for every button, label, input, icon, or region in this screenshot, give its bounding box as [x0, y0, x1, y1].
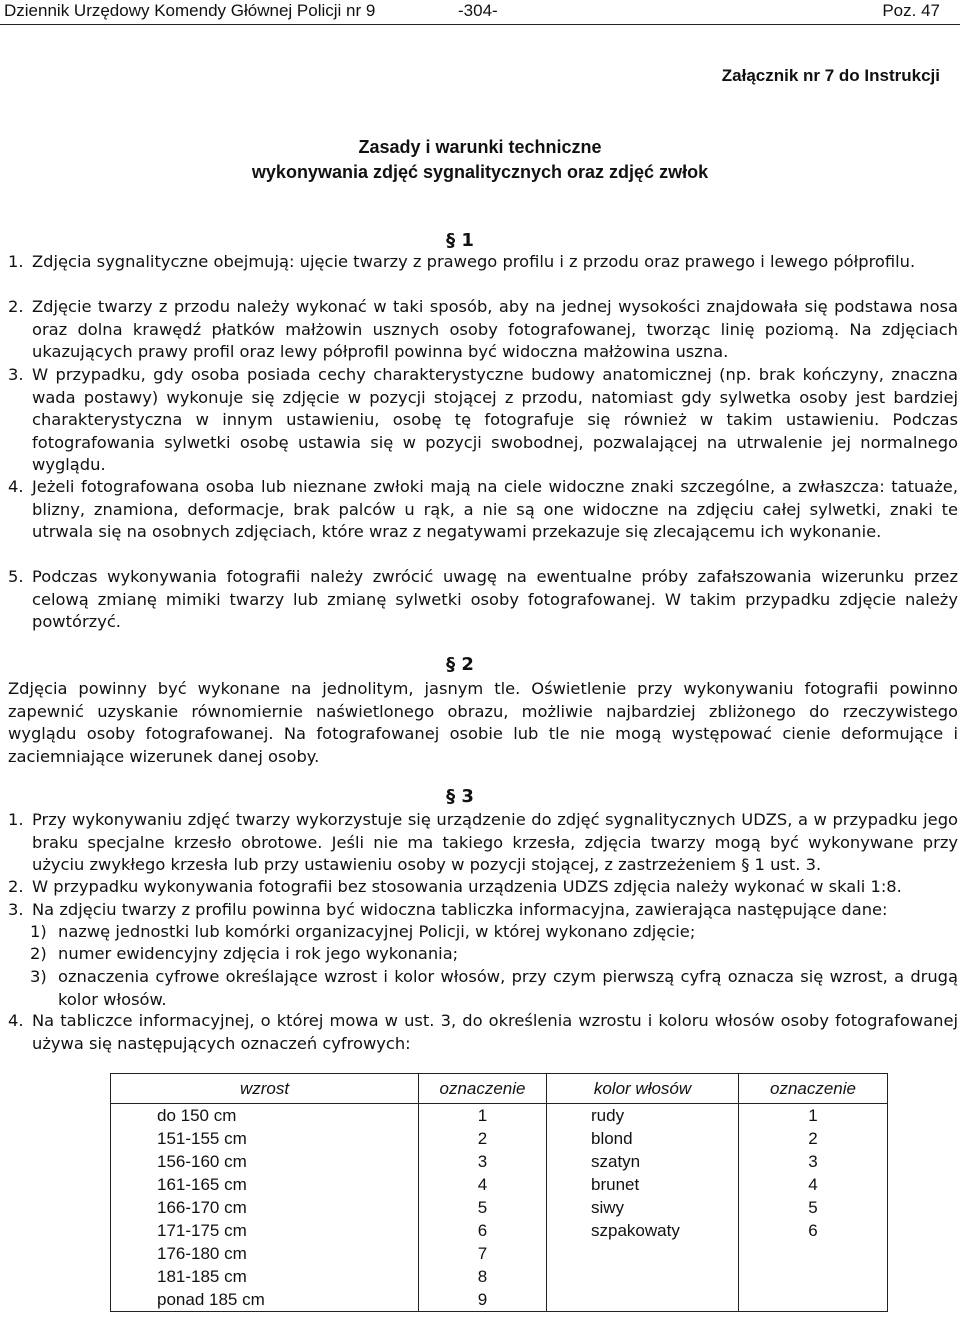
cell-hair-code: 6	[739, 1219, 888, 1242]
cell-height-code: 3	[419, 1150, 547, 1173]
item-text: Zdjęcia sygnalityczne obejmują: ujęcie twarzy z prawego profilu i z przodu oraz prawego i lewego półprofilu.	[32, 252, 916, 271]
page-header	[0, 0, 960, 25]
cell-hair-color: siwy	[547, 1196, 739, 1219]
cell-height-code: 1	[419, 1104, 547, 1128]
journal-title: Dziennik Urzędowy Komendy Głównej Policji nr 9	[4, 1, 376, 20]
item-number: 5.	[8, 567, 24, 586]
item-number: 1.	[8, 810, 24, 829]
cell-height: ponad 185 cm	[111, 1288, 419, 1312]
cell-hair-color: szatyn	[547, 1150, 739, 1173]
table-row	[111, 1150, 888, 1173]
item-text: Zdjęcie twarzy z przodu należy wykonać w taki sposób, aby na jednej wysokości znajdowała się podstawa nosa oraz dolna krawędź płatków małżowin usznych osoby fotografowanej, tworząc linię poziomą. Na zdjęciach ukazujących prawy profil oraz lewy półprofil powinna być widoczna małżowina uszna.	[32, 297, 958, 361]
height-hair-code-table	[110, 1073, 888, 1312]
s1-item-5	[8, 566, 958, 634]
cell-height: 181-185 cm	[111, 1265, 419, 1288]
cell-hair-code	[739, 1265, 888, 1288]
item-text: Jeżeli fotografowana osoba lub nieznane zwłoki mają na ciele widoczne znaki szczególne, a zwłaszcza: tatuaże, blizny, znamiona, deformacje, brak palców u rąk, a nie są one widoczne na zdjęciu całej sylwetki, znaki te utrwala się na osobnych zdjęciach, które wraz z negatywami przekazuje się zlecającemu ich wykonanie.	[32, 477, 958, 541]
cell-height-code: 6	[419, 1219, 547, 1242]
item-number: 2.	[8, 297, 24, 316]
page-number: -304-	[458, 1, 498, 20]
cell-hair-code: 4	[739, 1173, 888, 1196]
header-code: oznaczenie	[739, 1074, 888, 1104]
header-hair-color: kolor włosów	[547, 1074, 739, 1104]
table-row	[111, 1288, 888, 1312]
table-row	[111, 1242, 888, 1265]
s1-item-4	[8, 476, 958, 544]
table-row	[111, 1219, 888, 1242]
item-text: W przypadku, gdy osoba posiada cechy charakterystyczne budowy anatomicznej (np. brak kończyny, znaczna wada postawy) wykonuje się zdjęcie w pozycji stojącej z przodu, natomiast gdy sylwetka osoby jest bardziej charakterystyczna w innym ustawieniu, osobę tę fotografuje się również w takim ustawieniu. Podczas fotografowania sylwetki osobę ustawia się w pozycji swobodnej, pozwalającej na utrwalenie jej normalnego wyglądu.	[32, 365, 958, 474]
s3-item-3	[8, 899, 958, 922]
item-number: 1.	[8, 252, 24, 271]
item-text: Podczas wykonywania fotografii należy zwrócić uwagę na ewentualne próby zafałszowania wizerunku przez celową zmianę mimiki twarzy lub zmianę sylwetki osoby fotografowanej. W takim przypadku zdjęcie należy powtórzyć.	[32, 567, 958, 631]
item-number: 3.	[8, 900, 24, 919]
item-number: 3.	[8, 365, 24, 384]
subitem-text: nazwę jednostki lub komórki organizacyjnej Policji, w której wykonano zdjęcie;	[58, 922, 696, 941]
header-code: oznaczenie	[419, 1074, 547, 1104]
item-number: 4.	[8, 1011, 24, 1030]
table-row	[111, 1265, 888, 1288]
subitem-number: 1)	[30, 922, 47, 941]
document-title	[0, 135, 960, 185]
s1-item-1	[8, 251, 958, 274]
item-number: 2.	[8, 877, 24, 896]
section-2-heading: § 2	[446, 654, 474, 675]
item-number: 4.	[8, 477, 24, 496]
subitem-number: 3)	[30, 967, 47, 986]
title-line-2: wykonywania zdjęć sygnalitycznych oraz zdjęć zwłok	[251, 162, 709, 182]
cell-hair-color: blond	[547, 1127, 739, 1150]
attachment-label: Załącznik nr 7 do Instrukcji	[721, 66, 940, 85]
cell-hair-code: 2	[739, 1127, 888, 1150]
table-row	[111, 1173, 888, 1196]
cell-height-code: 7	[419, 1242, 547, 1265]
s3-subitem-3	[30, 966, 958, 1011]
position-number: Poz. 47	[882, 1, 940, 20]
cell-hair-code	[739, 1242, 888, 1265]
cell-height: 161-165 cm	[111, 1173, 419, 1196]
s3-item-2	[8, 876, 958, 899]
item-text: Na tabliczce informacyjnej, o której mowa w ust. 3, do określenia wzrostu i koloru włosów osoby fotografowanej używa się następujących oznaczeń cyfrowych:	[32, 1011, 958, 1053]
item-text: Przy wykonywaniu zdjęć twarzy wykorzystuje się urządzenie do zdjęć sygnalitycznych UDZS, a w przypadku jego braku specjalne krzesło obrotowe. Jeśli nie ma takiego krzesła, zdjęcia twarzy mogą być wykonywane przy użyciu zwykłego krzesła lub przy ustawieniu osoby w pozycji stojącej, z zastrzeżeniem § 1 ust. 3.	[32, 810, 958, 874]
header-height: wzrost	[111, 1074, 419, 1104]
cell-hair-code: 5	[739, 1196, 888, 1219]
table-header-row	[111, 1074, 888, 1104]
s1-item-2	[8, 296, 958, 364]
cell-hair-color: brunet	[547, 1173, 739, 1196]
cell-hair-color	[547, 1242, 739, 1265]
cell-hair-code: 1	[739, 1104, 888, 1128]
table-row	[111, 1196, 888, 1219]
cell-hair-color	[547, 1265, 739, 1288]
table-body	[111, 1104, 888, 1312]
title-line-1: Zasady i warunki techniczne	[358, 137, 602, 157]
cell-height: 176-180 cm	[111, 1242, 419, 1265]
cell-height: 151-155 cm	[111, 1127, 419, 1150]
cell-height-code: 9	[419, 1288, 547, 1312]
section-3-heading: § 3	[446, 786, 474, 807]
cell-height-code: 8	[419, 1265, 547, 1288]
cell-height: do 150 cm	[111, 1104, 419, 1128]
table-row	[111, 1127, 888, 1150]
cell-height-code: 2	[419, 1127, 547, 1150]
item-text: W przypadku wykonywania fotografii bez stosowania urządzenia UDZS zdjęcia należy wykonać w skali 1:8.	[32, 877, 902, 896]
cell-height: 166-170 cm	[111, 1196, 419, 1219]
section-1-heading: § 1	[446, 230, 474, 251]
table-row	[111, 1104, 888, 1128]
cell-hair-color: rudy	[547, 1104, 739, 1128]
s3-item-4	[8, 1010, 958, 1055]
s3-item-1	[8, 809, 958, 877]
s3-subitem-1	[30, 921, 958, 944]
cell-hair-color	[547, 1288, 739, 1312]
s2-paragraph: Zdjęcia powinny być wykonane na jednolitym, jasnym tle. Oświetlenie przy wykonywaniu fotografii powinno zapewnić uzyskanie równomiernie naświetlonego obrazu, możliwie najbardziej zbliżonego do rzeczywistego wyglądu osoby fotografowanej. Na fotografowanej osobie lub tle nie mogą występować cienie deformujące i zaciemniające wizerunek danej osoby.	[8, 679, 958, 766]
s1-item-3	[8, 364, 958, 477]
cell-hair-code	[739, 1288, 888, 1312]
subitem-number: 2)	[30, 944, 47, 963]
s3-subitem-2	[30, 943, 958, 966]
cell-height: 156-160 cm	[111, 1150, 419, 1173]
cell-height-code: 5	[419, 1196, 547, 1219]
cell-height: 171-175 cm	[111, 1219, 419, 1242]
item-text: Na zdjęciu twarzy z profilu powinna być widoczna tabliczka informacyjna, zawierająca następujące dane:	[32, 900, 888, 919]
subitem-text: oznaczenia cyfrowe określające wzrost i kolor włosów, przy czym pierwszą cyfrą oznacza się wzrost, a drugą kolor włosów.	[58, 967, 958, 1009]
cell-height-code: 4	[419, 1173, 547, 1196]
subitem-text: numer ewidencyjny zdjęcia i rok jego wykonania;	[58, 944, 459, 963]
cell-hair-code: 3	[739, 1150, 888, 1173]
cell-hair-color: szpakowaty	[547, 1219, 739, 1242]
